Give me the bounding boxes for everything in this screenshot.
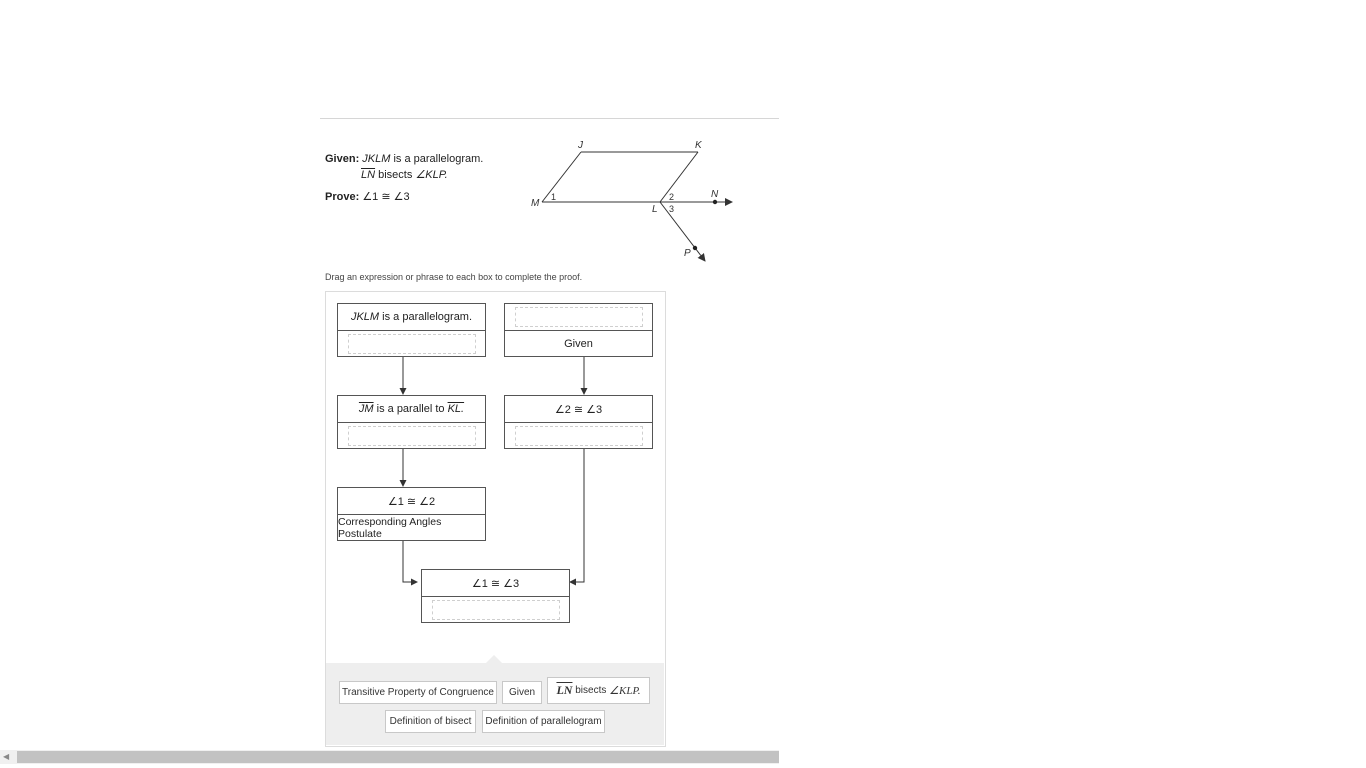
segment-jm xyxy=(542,152,581,202)
prove-text: ∠1 ≅ ∠3 xyxy=(362,191,410,203)
drop-slot-box-2-statement[interactable] xyxy=(515,307,643,327)
arrow-5-6 xyxy=(403,541,417,582)
given-label: Given: xyxy=(325,153,360,165)
ray-lp xyxy=(660,202,705,261)
angle-label-1: 1 xyxy=(551,192,557,202)
arrow-4-6 xyxy=(570,449,584,582)
label-l: L xyxy=(652,204,658,215)
drop-slot-box-1-reason[interactable] xyxy=(348,334,476,354)
given-1-text: is a parallelogram. xyxy=(393,153,484,165)
label-n: N xyxy=(711,189,719,200)
given-2-text: bisects xyxy=(378,169,413,181)
proof-box-6 xyxy=(421,569,570,623)
tray-pointer xyxy=(485,655,503,664)
box-4-reason xyxy=(505,423,652,449)
tile-3-text: bisects xyxy=(575,685,607,696)
tile-3-ray: $\overline{LN}$ xyxy=(556,683,573,697)
box-1-statement xyxy=(338,304,485,331)
scroll-left-arrow-icon[interactable]: ◀ xyxy=(3,752,10,761)
instruction-text: Drag an expression or phrase to each box to complete the proof. xyxy=(325,272,583,282)
proof-box-2 xyxy=(504,303,653,357)
proof-box-4 xyxy=(504,395,653,449)
box-1-text: is a parallelogram. xyxy=(382,311,473,323)
given-1-var: JKLM xyxy=(362,153,391,165)
drop-slot-box-6-reason[interactable] xyxy=(432,600,560,620)
given-2-angle: ∠KLP. xyxy=(415,169,448,181)
segment-jm-label: $\overline{JM}$ xyxy=(358,403,374,415)
angle-label-2: 2 xyxy=(669,192,675,202)
box-1-var: JKLM xyxy=(350,311,380,323)
tile-definition-of-parallelogram[interactable]: Definition of parallelogram xyxy=(482,710,605,733)
tile-given[interactable]: Given xyxy=(502,681,542,704)
box-2-reason: Given xyxy=(564,338,593,350)
proof-box-5 xyxy=(337,487,486,541)
prove-label: Prove: xyxy=(325,191,360,203)
drop-slot-box-4-reason[interactable] xyxy=(515,426,643,446)
scrollbar-thumb[interactable] xyxy=(17,751,779,763)
box-6-reason xyxy=(422,597,569,623)
tile-3-angle: ∠KLP. xyxy=(609,685,641,697)
label-m: M xyxy=(531,198,540,209)
box-3-text: is a parallel to xyxy=(376,403,445,415)
box-3-reason xyxy=(338,423,485,449)
given-2-ray: $\overline{LN}$ xyxy=(361,169,376,181)
drop-slot-box-3-reason[interactable] xyxy=(348,426,476,446)
label-j: J xyxy=(578,140,583,151)
angle-label-3: 3 xyxy=(669,204,675,214)
point-p-dot xyxy=(693,246,697,250)
box-4-statement: ∠2 ≅ ∠3 xyxy=(505,396,652,423)
box-3-statement xyxy=(338,396,485,423)
tile-ln-bisects-klp[interactable] xyxy=(547,677,650,704)
top-divider xyxy=(320,118,779,119)
segment-kl-label: KL. xyxy=(447,403,465,415)
proof-box-3 xyxy=(337,395,486,449)
box-1-reason xyxy=(338,331,485,357)
tile-transitive-property[interactable]: Transitive Property of Congruence xyxy=(339,681,497,704)
box-5-reason: Corresponding Angles Postulate xyxy=(338,516,442,540)
box-6-statement: ∠1 ≅ ∠3 xyxy=(422,570,569,597)
tile-definition-of-bisect[interactable]: Definition of bisect xyxy=(385,710,476,733)
parallelogram-diagram xyxy=(525,135,745,270)
segment-kl xyxy=(660,152,698,202)
label-k: K xyxy=(695,140,702,151)
proof-box-1 xyxy=(337,303,486,357)
point-n-dot xyxy=(713,200,717,204)
given-block xyxy=(325,151,483,205)
box-5-statement: ∠1 ≅ ∠2 xyxy=(338,488,485,515)
label-p: P xyxy=(684,248,691,259)
box-2-statement xyxy=(505,304,652,331)
